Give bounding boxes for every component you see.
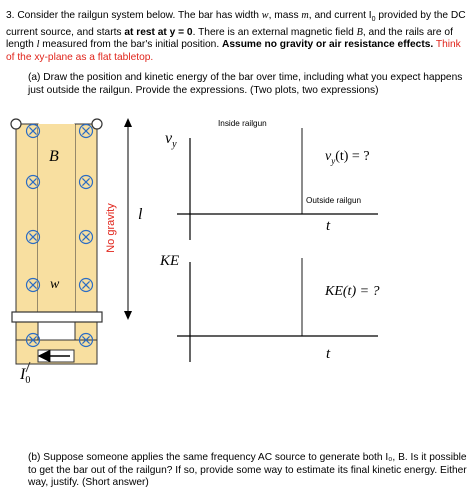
length-arrow-bottom <box>124 311 132 320</box>
top-plot-expression: $v_y(t)$ = ? <box>325 149 370 166</box>
bottom-plot-expression: KE(t) = ? <box>325 284 380 299</box>
length-label: l <box>138 206 143 223</box>
sliding-bar <box>12 312 102 322</box>
bottom-plot-y-label: KE <box>160 253 180 269</box>
left-rail <box>16 124 38 364</box>
part-a-prompt: (a) Draw the position and kinetic energy of the bar over time, including what you expect happens just outside the railgun. Provide the expressions. (Two plots, two expressions) <box>28 72 463 96</box>
inside-railgun-label: Inside railgun <box>218 119 267 128</box>
rail-end-right <box>92 119 102 129</box>
top-plot-x-label: t <box>326 218 331 234</box>
part-b-prompt: (b) Suppose someone applies the same frequency AC source to generate both I₀, B. Is it possible to get the bar out of the railgun? If so, provide some way to estimate its final kinetic energy. Either way, justify. (Short answer) <box>28 452 467 489</box>
length-arrow-top <box>124 118 132 127</box>
no-gravity-label: No gravity <box>105 203 117 253</box>
question-intro: 3. Consider the railgun system below. The bar has width w, mass m, and current $I_0$ provided by the DC current source, and starts at rest at y = 0. There is an external magnetic field B, and the rails are of length l measured from the bar's initial position. Assume no gravity or air resistance effects. Think of the xy-plane as a flat tabletop. <box>6 10 466 63</box>
top-plot-y-label: $v_y$ <box>165 130 177 151</box>
bottom-plot-x-label: t <box>326 346 331 362</box>
current-label: $I_0$ <box>20 366 31 387</box>
rail-end-left <box>11 119 21 129</box>
outside-railgun-label: Outside railgun <box>306 196 362 205</box>
width-label: w <box>50 277 60 292</box>
field-label: B <box>49 148 59 165</box>
